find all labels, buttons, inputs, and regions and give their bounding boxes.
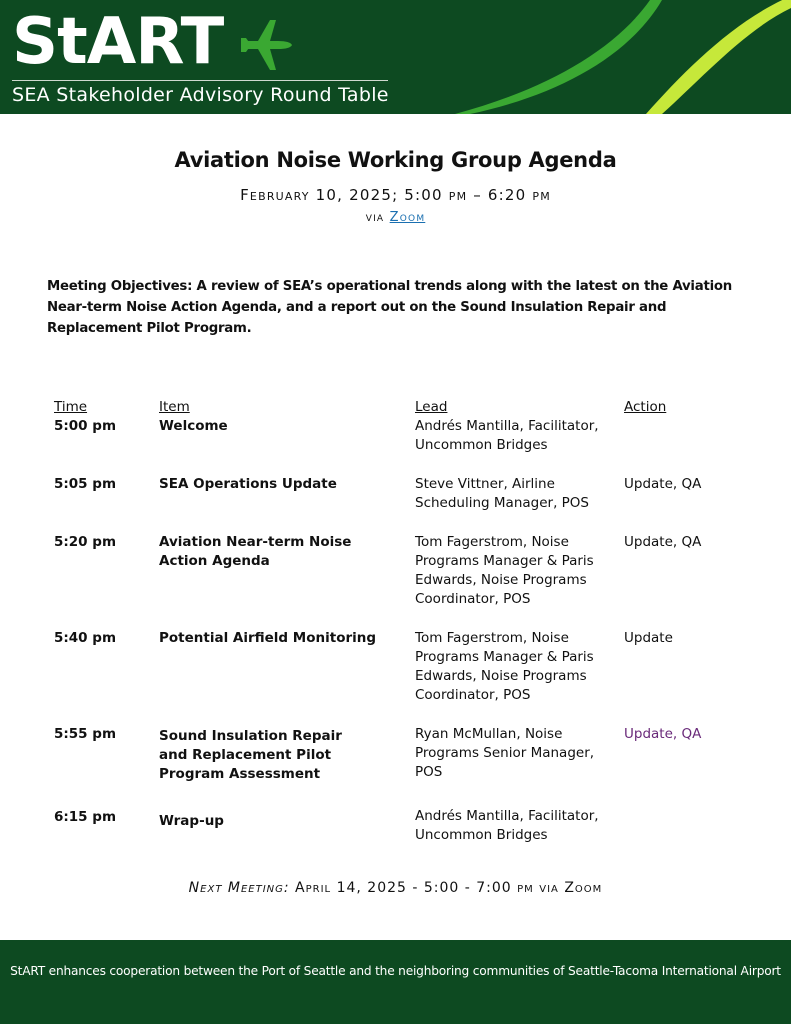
- meeting-location: [0, 210, 791, 225]
- page-title: Aviation Noise Working Group Agenda: [174, 148, 617, 172]
- header-action: Action: [624, 399, 667, 415]
- row-action: Update: [624, 630, 673, 646]
- row-item: Sound Insulation Repair and Replacement Pilot Program Assessment: [159, 728, 342, 782]
- row-lead: Ryan McMullan, Noise Programs Senior Manager, POS: [415, 726, 595, 780]
- row-time: 5:20 pm: [54, 534, 117, 550]
- row-lead: Tom Fagerstrom, Noise Programs Manager & Paris Edwards, Noise Programs Coordinator, POS: [415, 630, 594, 703]
- row-time: 6:15 pm: [54, 809, 117, 825]
- zoom-link[interactable]: Zoom: [389, 210, 426, 225]
- row-item: Welcome: [159, 418, 228, 434]
- row-action: Update, QA: [624, 534, 702, 550]
- header-subtitle: SEA Stakeholder Advisory Round Table: [12, 84, 389, 106]
- meeting-objectives: Meeting Objectives: A review of SEA’s operational trends along with the latest on the Aviation Near-term Noise Action Agenda, and a report out on the Sound Insulation Repair and Replacement Pilot Program.: [47, 279, 732, 336]
- footer-text: StART enhances cooperation between the Port of Seattle and the neighboring communities of Seattle-Tacoma International Airport: [10, 964, 781, 978]
- row-lead: Tom Fagerstrom, Noise Programs Manager & Paris Edwards, Noise Programs Coordinator, POS: [415, 534, 594, 607]
- row-action: Update, QA: [624, 726, 702, 742]
- airplane-icon: [238, 16, 296, 74]
- row-time: 5:55 pm: [54, 726, 117, 742]
- row-item: Potential Airfield Monitoring: [159, 630, 377, 646]
- row-action: Update, QA: [624, 476, 702, 492]
- header-item: Item: [159, 399, 190, 415]
- row-time: 5:05 pm: [54, 476, 117, 492]
- row-lead: Andrés Mantilla, Facilitator, Uncommon Bridges: [415, 418, 599, 453]
- row-lead: Andrés Mantilla, Facilitator, Uncommon Bridges: [415, 808, 599, 843]
- header-lead: Lead: [415, 399, 448, 415]
- next-meeting-label: Next Meeting:: [188, 880, 290, 896]
- page-footer: [0, 940, 791, 1024]
- header-time: Time: [54, 399, 88, 415]
- row-time: 5:00 pm: [54, 418, 117, 434]
- via-prefix: via: [365, 210, 385, 225]
- row-item: Wrap-up: [159, 813, 224, 829]
- next-meeting-details: April 14, 2025 - 5:00 - 7:00 pm via Zoom: [295, 880, 603, 896]
- page-header: [0, 0, 791, 114]
- row-time: 5:40 pm: [54, 630, 117, 646]
- start-logo: StART: [12, 5, 224, 79]
- meeting-date: February 10, 2025; 5:00 pm – 6:20 pm: [240, 186, 551, 204]
- row-item: Aviation Near-term Noise Action Agenda: [159, 534, 352, 569]
- row-lead: Steve Vittner, Airline Scheduling Manager, POS: [415, 476, 589, 511]
- row-item: SEA Operations Update: [159, 476, 337, 492]
- next-meeting: [0, 880, 791, 896]
- logo-divider: [12, 80, 388, 81]
